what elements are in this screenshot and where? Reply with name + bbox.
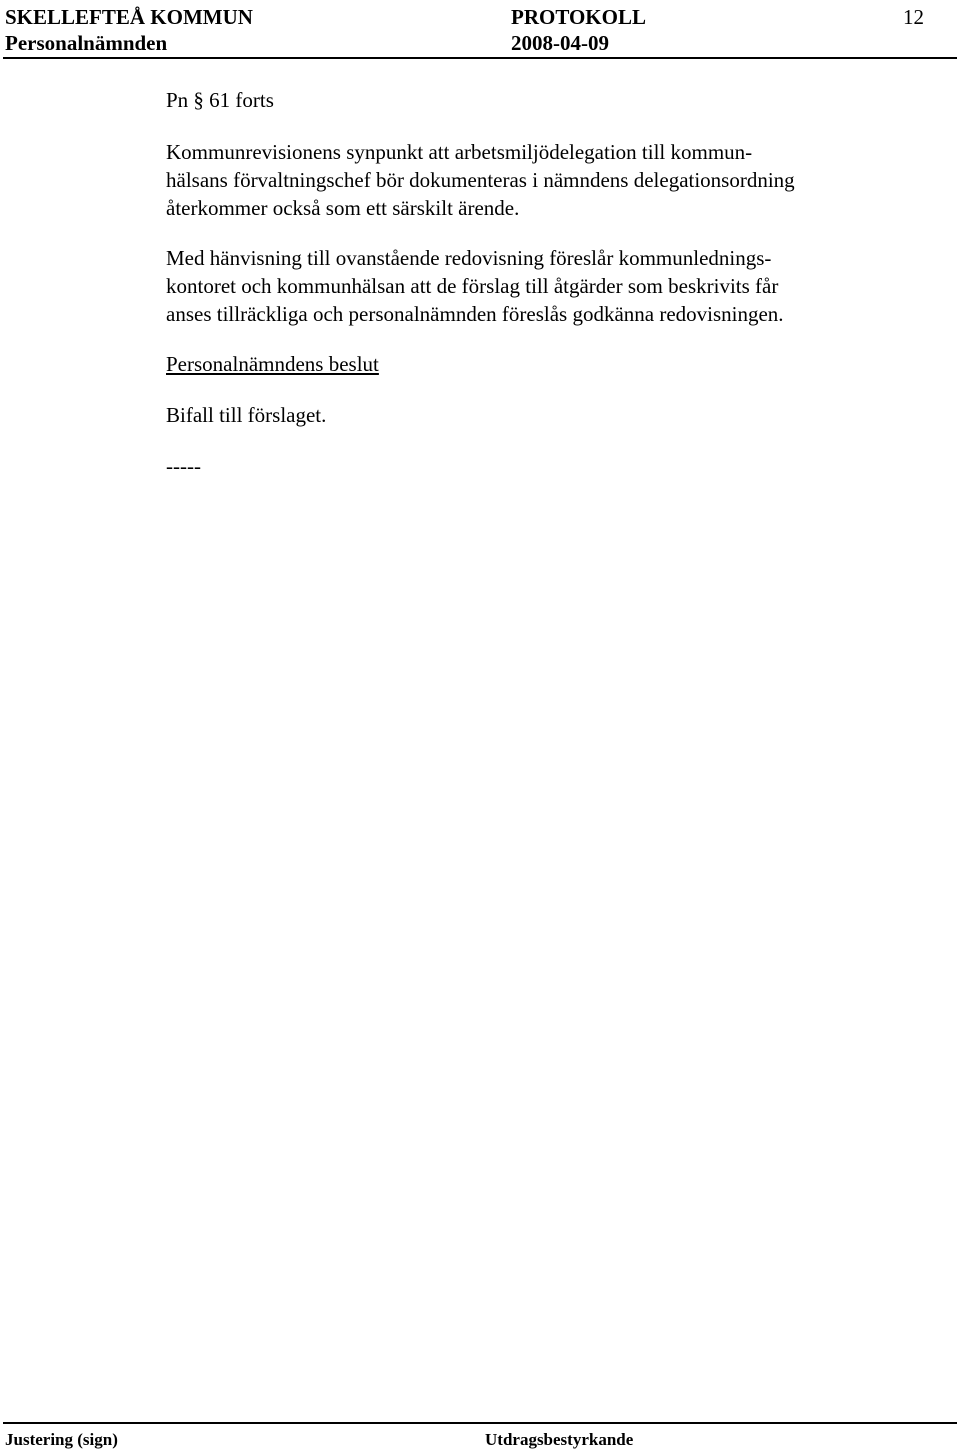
organization-name: SKELLEFTEÅ KOMMUN: [5, 5, 253, 29]
paragraph-2-line-3: anses tillräckliga och personalnämnden föreslås godkänna redovisningen.: [166, 302, 784, 326]
page-number: 12: [903, 5, 924, 29]
section-reference: Pn § 61 forts: [166, 88, 274, 112]
committee-name: Personalnämnden: [5, 31, 168, 55]
header-rule: [3, 57, 957, 59]
paragraph-1-line-2: hälsans förvaltningschef bör dokumenteras i nämndens delegationsordning: [166, 168, 795, 192]
paragraph-2-line-2: kontoret och kommunhälsan att de förslag till åtgärder som beskrivits får: [166, 274, 779, 298]
document-type: PROTOKOLL: [511, 5, 646, 29]
meeting-date: 2008-04-09: [511, 31, 609, 55]
end-marker: -----: [166, 454, 201, 478]
decision-text: Bifall till förslaget.: [166, 403, 327, 427]
decision-heading: Personalnämndens beslut: [166, 352, 379, 376]
paragraph-2-line-1: Med hänvisning till ovanstående redovisning föreslår kommunlednings-: [166, 246, 772, 270]
footer-rule: [3, 1422, 957, 1424]
paragraph-1-line-3: återkommer också som ett särskilt ärende.: [166, 196, 520, 220]
certification-label: Utdragsbestyrkande: [485, 1430, 634, 1449]
signature-label: Justering (sign): [5, 1430, 118, 1449]
paragraph-1-line-1: Kommunrevisionens synpunkt att arbetsmiljödelegation till kommun-: [166, 140, 753, 164]
